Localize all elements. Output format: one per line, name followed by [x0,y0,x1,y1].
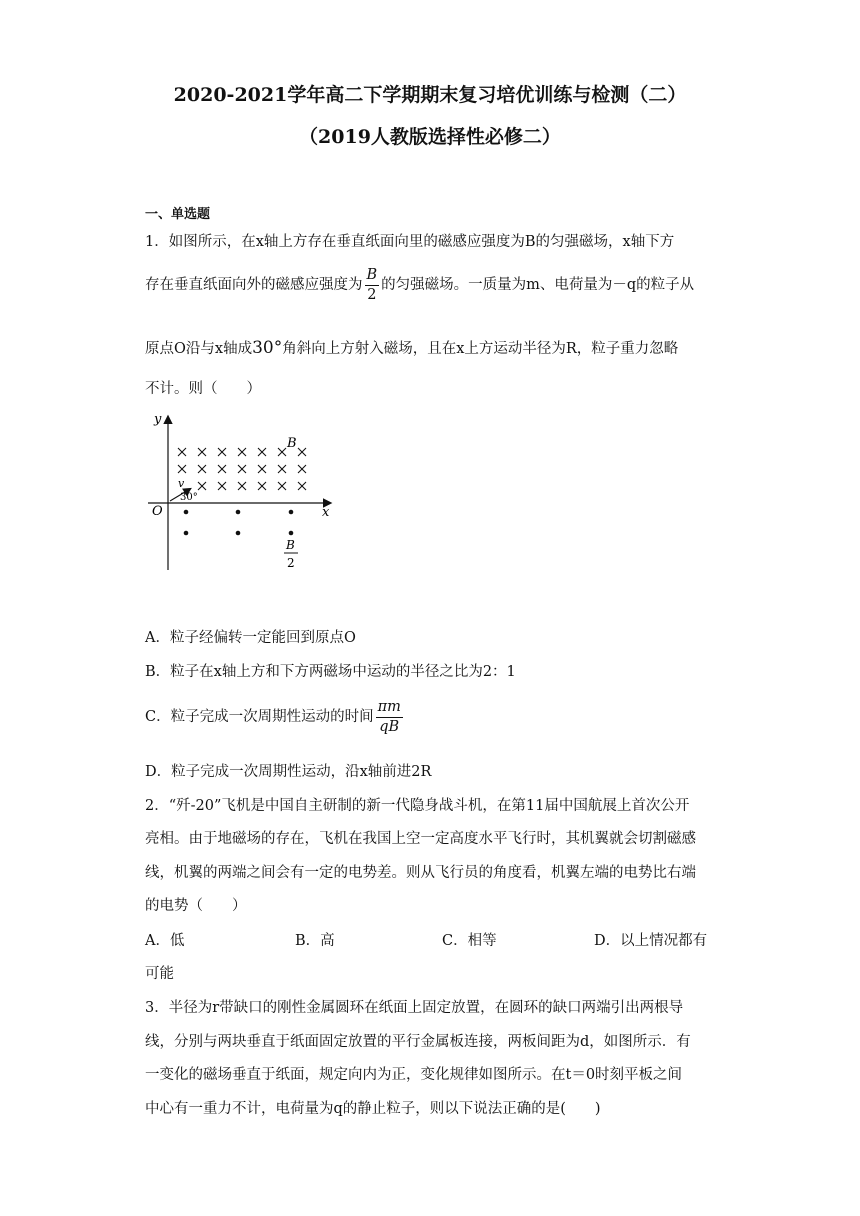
q2-option-c[interactable]: C．相等 [442,933,497,949]
q2-option-d-continued: 可能 [145,966,174,982]
q2-option-d[interactable]: D．以上情况都有 [594,933,708,949]
cross-mark [238,465,246,473]
cross-mark [278,448,286,456]
cross-mark [238,482,246,490]
field-into-page-crosses [178,448,306,490]
q1-line-2b: 的匀强磁场。一质量为m、电荷量为－q的粒子从 [381,277,695,293]
cross-mark [198,465,206,473]
q1-line-3 [145,337,678,358]
q1-option-c[interactable] [145,700,405,734]
cross-mark [298,448,306,456]
q2-option-a[interactable]: A．低 [145,933,185,949]
fraction-numerator: πm [376,700,403,718]
q2-line-4: 的电势（ ） [145,898,247,914]
q1-option-d[interactable]: D．粒子完成一次周期性运动，沿x轴前进2R [145,764,432,780]
document-title: 2020-2021学年高二下学期期末复习培优训练与检测（二） [173,84,687,106]
bottom-field-numerator: B [286,538,295,552]
q2-option-b[interactable]: B．高 [295,933,335,949]
q1-line-2 [145,268,694,302]
q3-line-4: 中心有一重力不计，电荷量为q的静止粒子，则以下说法正确的是( ) [145,1101,601,1117]
q1-line-4: 不计。则（ ） [145,381,261,397]
cross-mark [198,482,206,490]
b-field-label: B [287,436,297,451]
y-axis-label: y [154,412,162,427]
q1-option-a[interactable]: A．粒子经偏转一定能回到原点O [145,630,356,646]
velocity-label: v [178,477,185,490]
field-out-of-page-dots [184,510,294,536]
cross-mark [258,482,266,490]
q1-option-c-text: C．粒子完成一次周期性运动的时间 [145,709,374,725]
fraction-numerator: B [365,268,380,286]
fraction-denominator: qB [379,718,400,735]
q3-line-1: 3．半径为r带缺口的刚性金属圆环在纸面上固定放置，在圆环的缺口两端引出两根导 [145,1000,684,1016]
q3-line-2: 线，分别与两块垂直于纸面固定放置的平行金属板连接，两板间距为d，如图所示．有 [145,1034,691,1050]
cross-mark [218,482,226,490]
cross-mark [198,448,206,456]
fraction-denominator: 2 [367,286,377,303]
cross-mark [298,465,306,473]
cross-mark [238,448,246,456]
cross-mark [258,465,266,473]
bottom-field-denominator: 2 [287,556,295,570]
cross-mark [298,482,306,490]
q3-line-3: 一变化的磁场垂直于纸面，规定向内为正，变化规律如图所示。在t＝0时刻平板之间 [145,1067,683,1083]
magnetic-field-figure [140,405,340,580]
angle-value: 30° [252,338,283,358]
q1-line-3a: 原点O沿与x轴成 [145,341,253,357]
q1-line-2a: 存在垂直纸面向外的磁感应强度为 [145,277,363,293]
q1-option-c-fraction [376,700,403,734]
cross-mark [218,465,226,473]
q1-line-1: 1．如图所示，在x轴上方存在垂直纸面向里的磁感应强度为B的匀强磁场，x轴下方 [145,234,675,250]
q2-line-1: 2．“歼-20”飞机是中国自主研制的新一代隐身战斗机，在第11届中国航展上首次公开 [145,798,690,814]
q1-option-b[interactable]: B．粒子在x轴上方和下方两磁场中运动的半径之比为2：1 [145,664,516,680]
cross-mark [278,482,286,490]
cross-mark [178,448,186,456]
document-subtitle: （2019人教版选择性必修二） [299,126,561,148]
x-axis-label: x [322,505,330,520]
cross-mark [278,465,286,473]
section-heading: 一、单选题 [145,207,211,222]
angle-label: 30° [180,492,198,503]
cross-mark [218,448,226,456]
origin-label: O [152,504,163,519]
cross-mark [258,448,266,456]
cross-mark [178,465,186,473]
q1-line-3b: 角斜向上方射入磁场，且在x上方运动半径为R，粒子重力忽略 [282,341,679,357]
q2-line-2: 亮相。由于地磁场的存在，飞机在我国上空一定高度水平飞行时，其机翼就会切割磁感 [145,831,696,847]
q1-fraction [365,268,380,302]
q2-line-3: 线，机翼的两端之间会有一定的电势差。则从飞行员的角度看，机翼左端的电势比右端 [145,865,696,881]
